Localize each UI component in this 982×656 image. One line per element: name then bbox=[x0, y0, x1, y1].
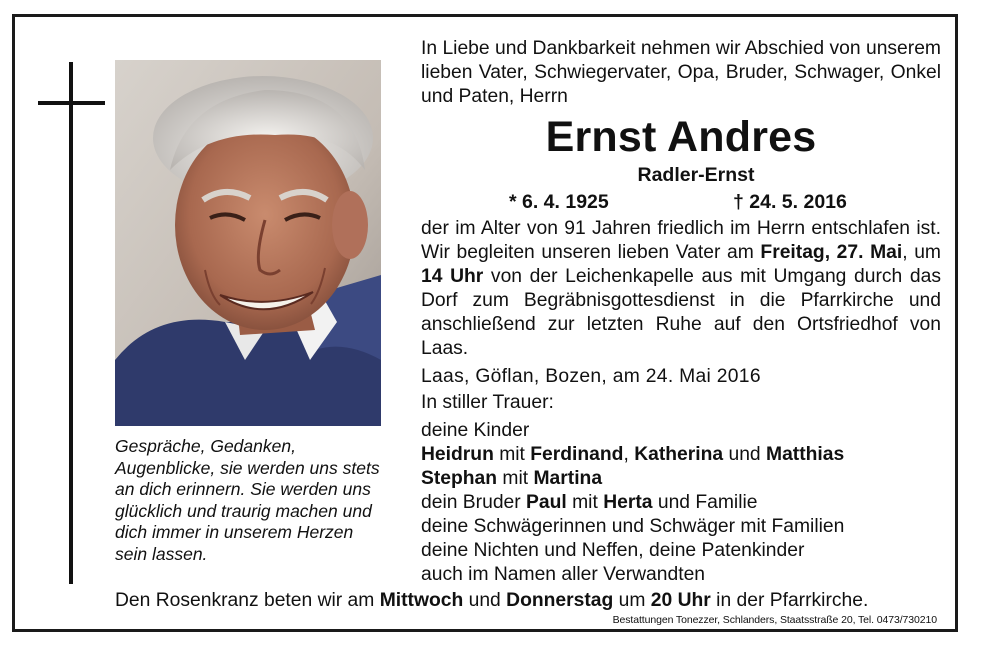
rosary-text: Den Rosenkranz beten wir am bbox=[115, 590, 380, 611]
rosary-day: Donnerstag bbox=[506, 590, 614, 611]
nickname: Radler-Ernst bbox=[637, 164, 755, 186]
connector-text: mit bbox=[497, 468, 534, 489]
cross-icon bbox=[69, 62, 73, 584]
mourner-name: Matthias bbox=[766, 444, 845, 465]
connector-text: , bbox=[623, 444, 635, 465]
memorial-quote: Gespräche, Gedanken, Augenblicke, sie werden uns stets an dich erinnern. Sie werden uns glücklich und traurig machen und dich immer in unserem Herzen sein lassen. bbox=[115, 436, 380, 564]
connector-text: und Familie bbox=[652, 492, 758, 513]
mourner-name: Heidrun bbox=[421, 444, 494, 465]
connector-text: dein Bruder bbox=[421, 492, 527, 513]
brother-line bbox=[421, 491, 941, 515]
funeral-text-1: der im Alter von 91 Jahren friedlich im Herrn entschlafen ist. Wir begleiten unseren lieben Vater am bbox=[421, 218, 941, 263]
rosary-day: Mittwoch bbox=[379, 590, 464, 611]
rosary-notice bbox=[115, 589, 945, 613]
portrait-photo bbox=[115, 60, 381, 426]
rosary-time: 20 Uhr bbox=[650, 590, 711, 611]
intro-text: In Liebe und Dankbarkeit nehmen wir Abschied von unserem lieben Vater, Schwiegervater, Opa, Bruder, Schwager, Onkel und Paten, Herrn bbox=[421, 38, 941, 107]
deceased-name: Ernst Andres bbox=[545, 113, 817, 161]
mourner-name: Katherina bbox=[634, 444, 724, 465]
children-line-1 bbox=[421, 443, 941, 467]
funeral-home-credit: Bestattungen Tonezzer, Schlanders, Staatsstraße 20, Tel. 0473/730210 bbox=[612, 614, 937, 626]
funeral-time: 14 Uhr bbox=[421, 266, 484, 287]
connector-text: mit bbox=[566, 492, 604, 513]
life-dates bbox=[421, 187, 941, 217]
inlaws-line: deine Schwägerinnen und Schwäger mit Familien bbox=[421, 516, 845, 537]
funeral-day: Freitag, 27. Mai bbox=[760, 242, 903, 263]
rosary-text: um bbox=[613, 590, 651, 611]
connector-text: mit bbox=[493, 444, 531, 465]
mourner-name: Herta bbox=[603, 492, 653, 513]
funeral-details bbox=[421, 217, 941, 361]
children-label: deine Kinder bbox=[421, 420, 530, 441]
mourner-name: Paul bbox=[526, 492, 567, 513]
birth-date: * 6. 4. 1925 bbox=[509, 191, 609, 213]
funeral-text-3: von der Leichenkapelle aus mit Umgang durch das Dorf zum Begräbnisgottesdienst in die Pfarrkirche und anschließend zur letzten Ruhe auf den Ortsfriedhof von Laas. bbox=[421, 266, 941, 359]
rosary-text: in der Pfarrkirche. bbox=[710, 590, 869, 611]
cross-icon-bar bbox=[38, 101, 105, 105]
funeral-text-2: , um bbox=[902, 242, 941, 263]
death-date: † 24. 5. 2016 bbox=[733, 191, 847, 213]
children-line-2 bbox=[421, 467, 941, 491]
nieces-line: deine Nichten und Neffen, deine Patenkinder bbox=[421, 540, 805, 561]
mourner-name: Ferdinand bbox=[530, 444, 624, 465]
relatives-line: auch im Namen aller Verwandten bbox=[421, 564, 706, 585]
obituary-text-column bbox=[421, 37, 941, 587]
rosary-text: und bbox=[463, 590, 507, 611]
mourner-name: Martina bbox=[533, 468, 603, 489]
mourner-name: Stephan bbox=[421, 468, 498, 489]
place-date: Laas, Göflan, Bozen, am 24. Mai 2016 bbox=[421, 366, 761, 387]
connector-text: und bbox=[723, 444, 767, 465]
mourning-label: In stiller Trauer: bbox=[421, 392, 554, 413]
